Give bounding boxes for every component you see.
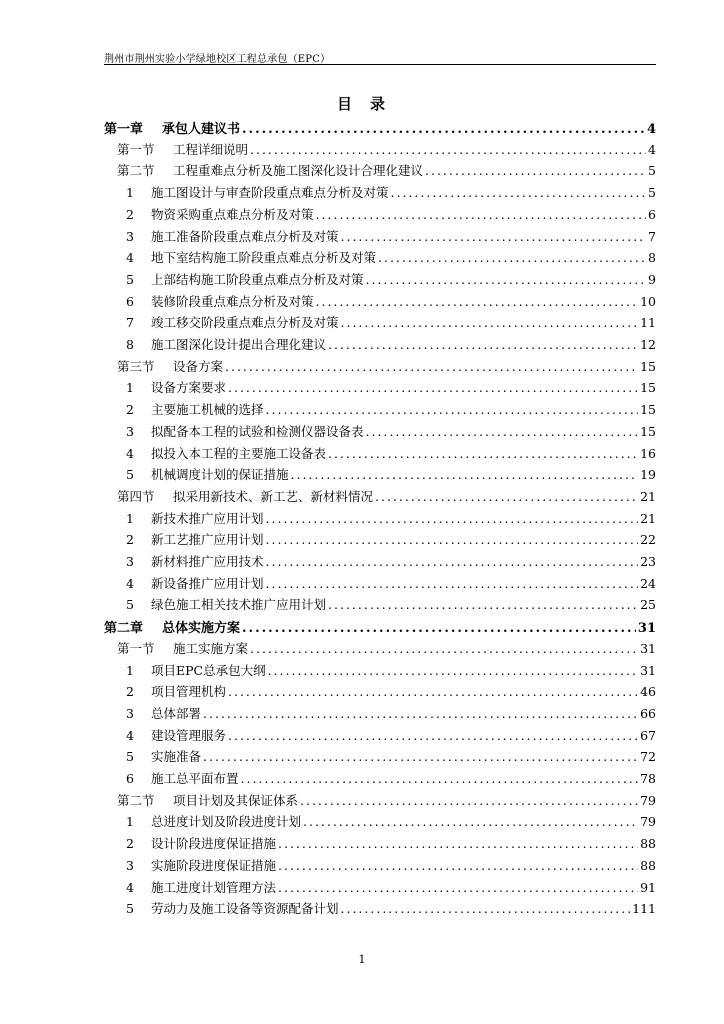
toc-entry-chapter[interactable] (104, 617, 656, 639)
toc-entry-title: 新工艺推广应用计划 (151, 532, 264, 548)
toc-entry-page: 4 (648, 141, 656, 157)
dot-leader (250, 641, 638, 656)
toc-entry-item[interactable] (126, 726, 656, 748)
toc-entry-item[interactable] (126, 509, 656, 531)
toc-entry-item[interactable] (126, 595, 656, 617)
toc-entry-number: 第一节 (117, 141, 155, 157)
dot-leader (291, 467, 639, 482)
toc-title-char-2: 录 (370, 95, 388, 113)
toc-entry-item[interactable] (126, 878, 656, 900)
toc-entry-page: 23 (640, 554, 656, 569)
toc-entry-item[interactable] (126, 704, 656, 726)
toc-entry-page: 7 (648, 228, 656, 244)
toc-entry-title: 工程详细说明 (173, 141, 249, 157)
dot-leader (278, 836, 638, 851)
toc-entry-number: 2 (126, 402, 134, 418)
dot-leader (316, 294, 639, 309)
dot-leader (266, 554, 639, 569)
toc-entry-item[interactable] (126, 378, 656, 400)
toc-entry-page: 19 (640, 467, 656, 483)
toc-entry-item[interactable] (126, 205, 656, 227)
toc-entry-page: 21 (640, 488, 656, 504)
dot-leader (366, 424, 639, 439)
toc-entry-title: 总进度计划及阶段进度计划 (151, 814, 302, 830)
toc-entry-page: 22 (640, 532, 656, 548)
toc-entry-page: 72 (640, 749, 656, 765)
dot-leader (328, 446, 638, 461)
dot-leader (316, 207, 647, 222)
toc-entry-number: 3 (126, 857, 134, 873)
toc-entry-number: 3 (126, 423, 134, 439)
toc-entry-title: 拟配备本工程的试验和检测仪器设备表 (151, 423, 364, 439)
toc-entry-page: 5 (648, 163, 656, 179)
toc-entry-number: 第二章 (104, 621, 144, 637)
toc-entry-page: 11 (640, 315, 656, 331)
toc-entry-title: 项目管理机构 (151, 684, 227, 700)
toc-entry-item[interactable] (126, 227, 656, 249)
toc-entry-number: 8 (126, 337, 134, 352)
toc-entry-number: 4 (126, 879, 134, 895)
toc-entry-section[interactable] (117, 639, 656, 661)
toc-entry-number: 第一章 (104, 122, 144, 137)
dot-leader (241, 771, 639, 786)
toc-entry-section[interactable] (117, 140, 656, 162)
toc-entry-page: 8 (648, 250, 656, 266)
toc-entry-number: 第三节 (117, 358, 155, 374)
toc-entry-number: 7 (126, 315, 134, 331)
toc-entry-title: 建设管理服务 (151, 727, 227, 743)
toc-entry-title: 地下室结构施工阶段重点难点分析及对策 (151, 250, 377, 266)
dot-leader (278, 880, 638, 895)
toc-entry-title: 新材料推广应用技术 (151, 554, 264, 569)
toc-entry-item[interactable] (126, 465, 656, 487)
toc-entry-number: 5 (126, 271, 134, 287)
header-rule (104, 64, 656, 65)
toc-entry-number: 第一节 (117, 640, 155, 656)
toc-entry-item[interactable] (126, 682, 656, 704)
toc-entry-item[interactable] (126, 400, 656, 422)
toc-entry-item[interactable] (126, 899, 656, 921)
toc-entry-page: 10 (640, 293, 656, 309)
toc-entry-page: 5 (648, 185, 656, 201)
toc-entry-title: 施工准备阶段重点难点分析及对策 (151, 228, 339, 244)
dot-leader (366, 272, 647, 287)
dot-leader (250, 142, 646, 157)
dot-leader (341, 315, 639, 330)
toc-entry-number: 2 (126, 532, 134, 548)
toc-entry-number: 1 (126, 814, 134, 830)
page-number: 1 (358, 953, 366, 966)
toc-entry-item[interactable] (126, 812, 656, 834)
toc-entry-title: 新设备推广应用计划 (151, 575, 264, 591)
toc-entry-number: 3 (126, 228, 134, 244)
toc-entry-page: 88 (640, 836, 656, 852)
dot-leader (375, 489, 638, 504)
toc-entry-page: 66 (640, 705, 656, 721)
toc-entry-page: 15 (640, 423, 656, 439)
toc-entry-title: 施工图设计与审查阶段重点难点分析及对策 (151, 185, 389, 201)
toc-entry-chapter[interactable] (104, 118, 656, 140)
toc-entry-item[interactable] (126, 292, 656, 314)
toc-entry-title: 拟采用新技术、新工艺、新材料情况 (173, 488, 374, 504)
dot-leader (266, 532, 639, 547)
toc-entry-number: 2 (126, 836, 134, 852)
toc-entry-page: 4 (646, 122, 656, 137)
toc-entry-title: 主要施工机械的选择 (151, 402, 264, 418)
dot-leader (242, 621, 636, 636)
dot-leader (341, 901, 631, 916)
toc-entry-title: 施工图深化设计提出合理化建议 (151, 337, 327, 352)
toc-entry-number: 第二节 (117, 792, 155, 808)
dot-leader (278, 858, 638, 873)
toc-entry-title: 施工进度计划管理方法 (151, 879, 277, 895)
toc-entry-title: 承包人建议书 (162, 122, 241, 137)
toc-entry-title: 拟投入本工程的主要施工设备表 (151, 445, 327, 461)
running-header: 荆州市荆州实验小学绿地校区工程总承包（EPC） (104, 54, 331, 65)
toc-entry-item[interactable] (126, 834, 656, 856)
toc-entry-title: 实施准备 (151, 749, 202, 765)
toc-entry-page: 9 (648, 271, 656, 287)
toc-entry-number: 1 (126, 510, 134, 526)
dot-leader (378, 250, 646, 265)
dot-leader (266, 576, 639, 591)
toc-title (0, 93, 724, 114)
toc-entry-number: 6 (126, 293, 134, 309)
toc-entry-title: 项目计划及其保证体系 (173, 792, 299, 808)
toc-entry-title: 施工总平面布置 (151, 771, 239, 786)
toc-entry-number: 第二节 (117, 163, 155, 179)
toc-entry-number: 3 (126, 554, 134, 569)
dot-leader (268, 663, 638, 678)
toc-entry-item[interactable] (126, 856, 656, 878)
toc-entry-page: 79 (640, 814, 656, 830)
toc-entry-title: 绿色施工相关技术推广应用计划 (151, 597, 327, 613)
toc-entry-title: 项目EPC总承包大纲 (151, 662, 266, 678)
toc-entry-number: 6 (126, 771, 134, 786)
toc-entry-item[interactable] (126, 747, 656, 769)
toc-entry-number: 第四节 (117, 488, 155, 504)
toc-entry-page: 79 (640, 792, 656, 808)
dot-leader (242, 122, 645, 137)
toc-entry-page: 46 (640, 684, 656, 700)
toc-entry-page: 31 (637, 621, 656, 637)
toc-entry-title: 新技术推广应用计划 (151, 510, 264, 526)
toc-entry-section[interactable] (117, 357, 656, 379)
toc-entry-page: 25 (640, 597, 656, 613)
toc-entry-item[interactable] (126, 183, 656, 205)
toc-entry-page: 15 (640, 380, 656, 396)
toc-entry-title: 上部结构施工阶段重点难点分析及对策 (151, 271, 364, 287)
toc-entry-section[interactable] (117, 161, 656, 183)
dot-leader (228, 684, 638, 699)
toc-entry-title: 装修阶段重点难点分析及对策 (151, 293, 314, 309)
toc-entry-title: 设备方案 (173, 358, 224, 374)
toc-entry-page: 16 (640, 445, 656, 461)
dot-leader (328, 597, 638, 612)
toc-entry-number: 4 (126, 445, 134, 461)
toc-entry-page: 67 (640, 727, 656, 743)
toc-entry-item[interactable] (126, 248, 656, 270)
toc-entry-page: 21 (640, 510, 656, 526)
dot-leader (228, 380, 638, 395)
toc-entry-item[interactable] (126, 270, 656, 292)
dot-leader (328, 337, 638, 352)
toc-entry-title: 总体实施方案 (162, 621, 241, 637)
toc-entry-number: 1 (126, 662, 134, 678)
toc-entry-page: 12 (640, 337, 656, 352)
toc-entry-page: 91 (640, 879, 656, 895)
toc-entry-page: 24 (640, 575, 656, 591)
toc-entry-page: 6 (648, 206, 656, 222)
toc-entry-title: 施工实施方案 (173, 640, 249, 656)
toc-entry-item[interactable] (126, 769, 656, 791)
toc-entry-page: 15 (640, 402, 656, 418)
toc-entry-number: 5 (126, 901, 134, 917)
toc-entry-number: 1 (126, 185, 134, 201)
dot-leader (391, 185, 647, 200)
dot-leader (266, 511, 639, 526)
toc-entry-number: 5 (126, 597, 134, 613)
toc-entry-page: 31 (640, 662, 656, 678)
toc-entry-page: 78 (640, 771, 656, 786)
toc-entry-title: 设计阶段进度保证措施 (151, 836, 277, 852)
dot-leader (303, 814, 638, 829)
toc-entry-number: 4 (126, 575, 134, 591)
toc-entry-number: 2 (126, 206, 134, 222)
toc-entry-item[interactable] (126, 444, 656, 466)
toc-entry-title: 物资采购重点难点分析及对策 (151, 206, 314, 222)
toc-entry-page: 31 (640, 640, 656, 656)
toc-entry-item[interactable] (126, 335, 656, 357)
toc-entry-title: 机械调度计划的保证措施 (151, 467, 289, 483)
toc-entry-number: 2 (126, 684, 134, 700)
toc-entry-item[interactable] (126, 530, 656, 552)
toc-entry-number: 4 (126, 250, 134, 266)
dot-leader (300, 793, 638, 808)
toc-entry-page: 111 (632, 901, 656, 917)
toc-entry-title: 竣工移交阶段重点难点分析及对策 (151, 315, 339, 331)
toc-entry-item[interactable] (126, 422, 656, 444)
toc-entry-item[interactable] (126, 313, 656, 335)
toc-entry-number: 5 (126, 467, 134, 483)
toc-title-char-1: 目 (336, 95, 354, 113)
toc-entry-section[interactable] (117, 487, 656, 509)
dot-leader (203, 749, 638, 764)
toc-entry-title: 劳动力及施工设备等资源配备计划 (151, 901, 339, 917)
toc-entry-item[interactable] (126, 574, 656, 596)
toc-entry-item[interactable] (126, 552, 656, 574)
toc-entry-page: 88 (640, 857, 656, 873)
dot-leader (228, 728, 638, 743)
toc-entry-number: 5 (126, 749, 134, 765)
toc-entry-number: 4 (126, 727, 134, 743)
dot-leader (341, 229, 647, 244)
toc-entry-title: 总体部署 (151, 705, 202, 721)
toc-entry-item[interactable] (126, 661, 656, 683)
toc-entry-page: 15 (640, 358, 656, 374)
dot-leader (203, 706, 638, 721)
toc-entry-section[interactable] (117, 791, 656, 813)
toc-entry-number: 1 (126, 380, 134, 396)
toc-entry-title: 实施阶段进度保证措施 (151, 857, 277, 873)
toc-entry-number: 3 (126, 705, 134, 721)
dot-leader (266, 402, 639, 417)
dot-leader (425, 163, 646, 178)
dot-leader (225, 359, 638, 374)
toc-entry-title: 设备方案要求 (151, 380, 227, 396)
toc-entry-title: 工程重难点分析及施工图深化设计合理化建议 (173, 163, 424, 179)
